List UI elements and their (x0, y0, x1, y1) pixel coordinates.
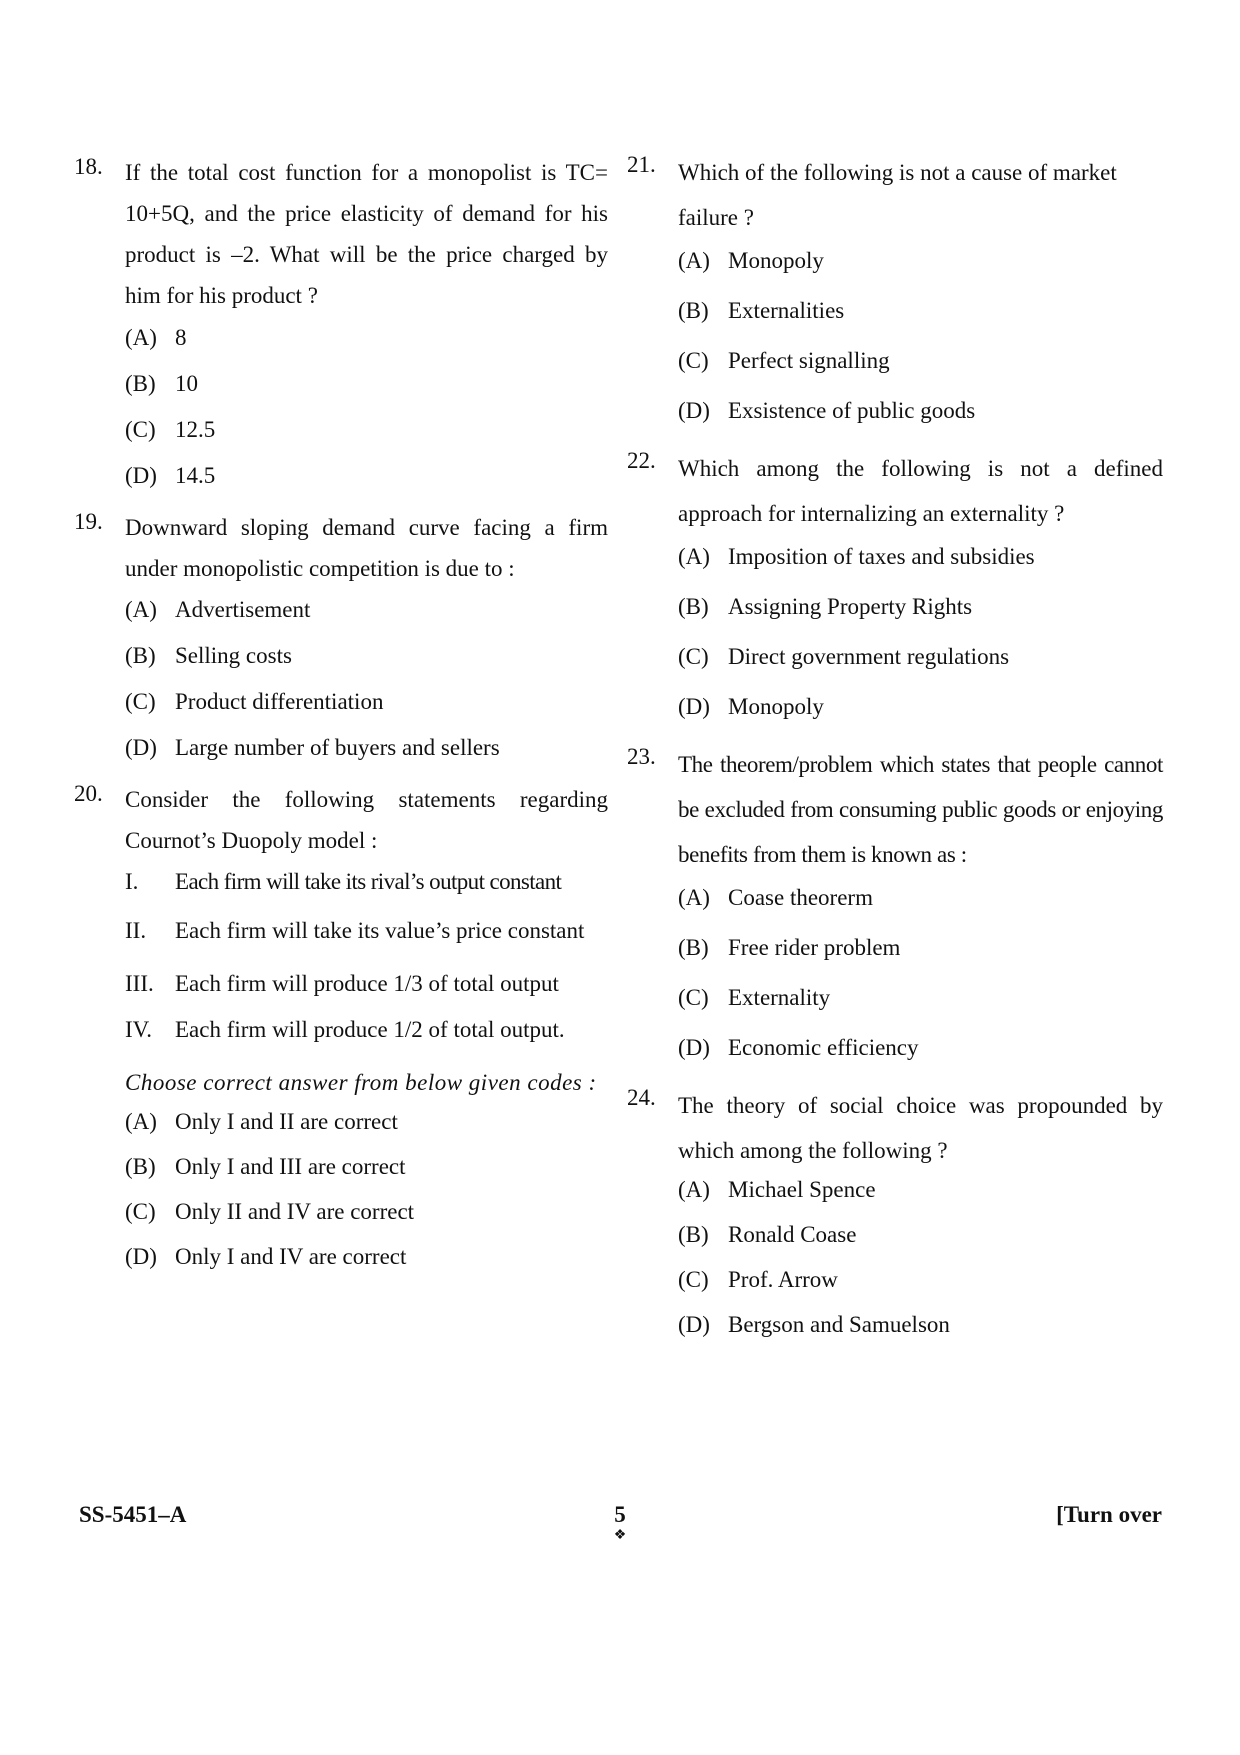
right-column (627, 150, 1163, 1355)
option-d (678, 1310, 1163, 1355)
option-label: (A) (125, 597, 157, 622)
question-number: 19. (74, 509, 103, 534)
option-text: Ronald Coase (728, 1222, 857, 1247)
question-21 (627, 150, 1163, 446)
question-19 (74, 507, 608, 779)
option-text: Product differentiation (175, 689, 384, 714)
option-label: (D) (125, 1244, 157, 1269)
turn-over-label: [Turn over (1056, 1502, 1162, 1527)
option-label: (D) (125, 735, 157, 760)
page-number: 5 (614, 1502, 626, 1527)
option-label: (B) (125, 643, 156, 668)
option-label: (A) (678, 1177, 710, 1202)
question-24 (627, 1083, 1163, 1355)
option-d (678, 1033, 1163, 1083)
option-text: Advertisement (175, 597, 311, 622)
option-text: Assigning Property Rights (728, 594, 973, 619)
option-list (678, 1175, 1163, 1355)
option-list (678, 883, 1163, 1083)
question-text: The theory of social choice was propounded by which among the following ? (678, 1093, 1163, 1163)
option-label: (A) (678, 248, 710, 273)
instruction-text: Choose correct answer from below given codes : (125, 1070, 597, 1095)
option-text: Perfect signalling (728, 348, 890, 373)
option-a (125, 595, 608, 641)
option-b (678, 592, 1163, 642)
statement-1 (125, 867, 608, 913)
option-d (678, 396, 1163, 446)
option-label: (D) (678, 1035, 710, 1060)
option-b (678, 1220, 1163, 1265)
option-label: (D) (678, 1312, 710, 1337)
ornament-icon: ❖ (613, 1528, 627, 1543)
option-b (678, 296, 1163, 346)
option-b (125, 641, 608, 687)
option-text: 12.5 (175, 417, 216, 442)
option-d (125, 1242, 608, 1287)
option-c (125, 1197, 608, 1242)
option-d (125, 733, 608, 779)
option-label: (A) (678, 885, 710, 910)
option-d (678, 692, 1163, 742)
option-label: (C) (678, 348, 709, 373)
option-text: Large number of buyers and sellers (175, 735, 500, 760)
question-20 (74, 779, 608, 1287)
question-text: The theorem/problem which states that people cannot be excluded from consuming public goods or enjoying benefits from them is known as : (678, 752, 1163, 867)
option-b (125, 1152, 608, 1197)
option-text: Michael Spence (728, 1177, 876, 1202)
left-column (74, 152, 608, 1287)
option-c (678, 346, 1163, 396)
statement-label: II. (125, 918, 147, 943)
option-text: Only I and IV are correct (175, 1244, 407, 1269)
option-text: Prof. Arrow (728, 1267, 838, 1292)
option-label: (B) (678, 594, 709, 619)
option-label: (B) (125, 1154, 156, 1179)
option-text: Monopoly (728, 248, 824, 273)
question-number: 23. (627, 744, 656, 769)
question-number: 21. (627, 152, 656, 177)
question-text: If the total cost function for a monopolist is TC= 10+5Q, and the price elasticity of demand for his product is –2. What will be the price charged by him for his product ? (125, 160, 608, 308)
option-text: Only I and III are correct (175, 1154, 406, 1179)
question-text: Which among the following is not a defined approach for internalizing an externality ? (678, 456, 1163, 526)
option-text: Only II and IV are correct (175, 1199, 415, 1224)
option-b (125, 369, 608, 415)
option-text: Selling costs (175, 643, 292, 668)
option-text: Bergson and Samuelson (728, 1312, 950, 1337)
option-text: Monopoly (728, 694, 824, 719)
option-a (125, 1107, 608, 1152)
statement-text: Each firm will take its rival’s output constant (175, 869, 562, 894)
option-text: Externality (728, 985, 831, 1010)
option-label: (B) (678, 1222, 709, 1247)
option-text: Externalities (728, 298, 845, 323)
statement-text: Each firm will produce 1/3 of total output (175, 971, 559, 996)
statement-label: IV. (125, 1017, 153, 1042)
option-label: (B) (678, 298, 709, 323)
option-label: (C) (678, 985, 709, 1010)
option-label: (A) (125, 325, 157, 350)
option-text: 8 (175, 325, 187, 350)
option-label: (B) (125, 371, 156, 396)
option-text: Exsistence of public goods (728, 398, 976, 423)
question-text: Consider the following statements regarding Cournot’s Duopoly model : (125, 787, 608, 853)
option-b (678, 933, 1163, 983)
option-label: (A) (125, 1109, 157, 1134)
option-a (678, 1175, 1163, 1220)
option-text: Economic efficiency (728, 1035, 919, 1060)
paper-code: SS-5451–A (79, 1502, 187, 1527)
option-label: (C) (678, 644, 709, 669)
option-c (125, 687, 608, 733)
statement-text: Each firm will produce 1/2 of total output. (175, 1017, 565, 1042)
option-list (125, 1107, 608, 1287)
statement-label: III. (125, 971, 154, 996)
option-a (678, 542, 1163, 592)
option-label: (C) (125, 417, 156, 442)
option-list (678, 246, 1163, 446)
option-text: Direct government regulations (728, 644, 1010, 669)
option-label: (A) (678, 544, 710, 569)
option-text: 14.5 (175, 463, 216, 488)
option-a (678, 246, 1163, 296)
question-number: 22. (627, 448, 656, 473)
option-a (678, 883, 1163, 933)
statement-label: I. (125, 869, 139, 894)
question-text: Which of the following is not a cause of market failure ? (678, 160, 1117, 230)
question-number: 24. (627, 1085, 656, 1110)
statement-text: Each firm will take its value’s price constant (175, 918, 585, 943)
statement-4 (125, 1015, 608, 1061)
option-text: Coase theorerm (728, 885, 873, 910)
option-list (678, 542, 1163, 742)
question-23 (627, 742, 1163, 1083)
option-label: (C) (125, 689, 156, 714)
option-list (125, 595, 608, 779)
option-c (678, 1265, 1163, 1310)
question-number: 18. (74, 154, 103, 179)
option-c (678, 983, 1163, 1033)
option-text: Free rider problem (728, 935, 901, 960)
option-c (125, 415, 608, 461)
question-18 (74, 152, 608, 507)
option-text: 10 (175, 371, 198, 396)
question-text: Downward sloping demand curve facing a firm under monopolistic competition is due to : (125, 515, 608, 581)
option-text: Imposition of taxes and subsidies (728, 544, 1035, 569)
question-number: 20. (74, 781, 103, 806)
statement-3 (125, 969, 608, 1015)
option-text: Only I and II are correct (175, 1109, 398, 1134)
option-label: (B) (678, 935, 709, 960)
option-c (678, 642, 1163, 692)
option-label: (D) (678, 694, 710, 719)
statement-2 (125, 913, 608, 959)
option-list (125, 323, 608, 507)
option-d (125, 461, 608, 507)
statement-list (125, 867, 608, 1061)
option-label: (D) (678, 398, 710, 423)
option-label: (C) (125, 1199, 156, 1224)
option-label: (D) (125, 463, 157, 488)
question-22 (627, 446, 1163, 742)
option-label: (C) (678, 1267, 709, 1292)
option-a (125, 323, 608, 369)
